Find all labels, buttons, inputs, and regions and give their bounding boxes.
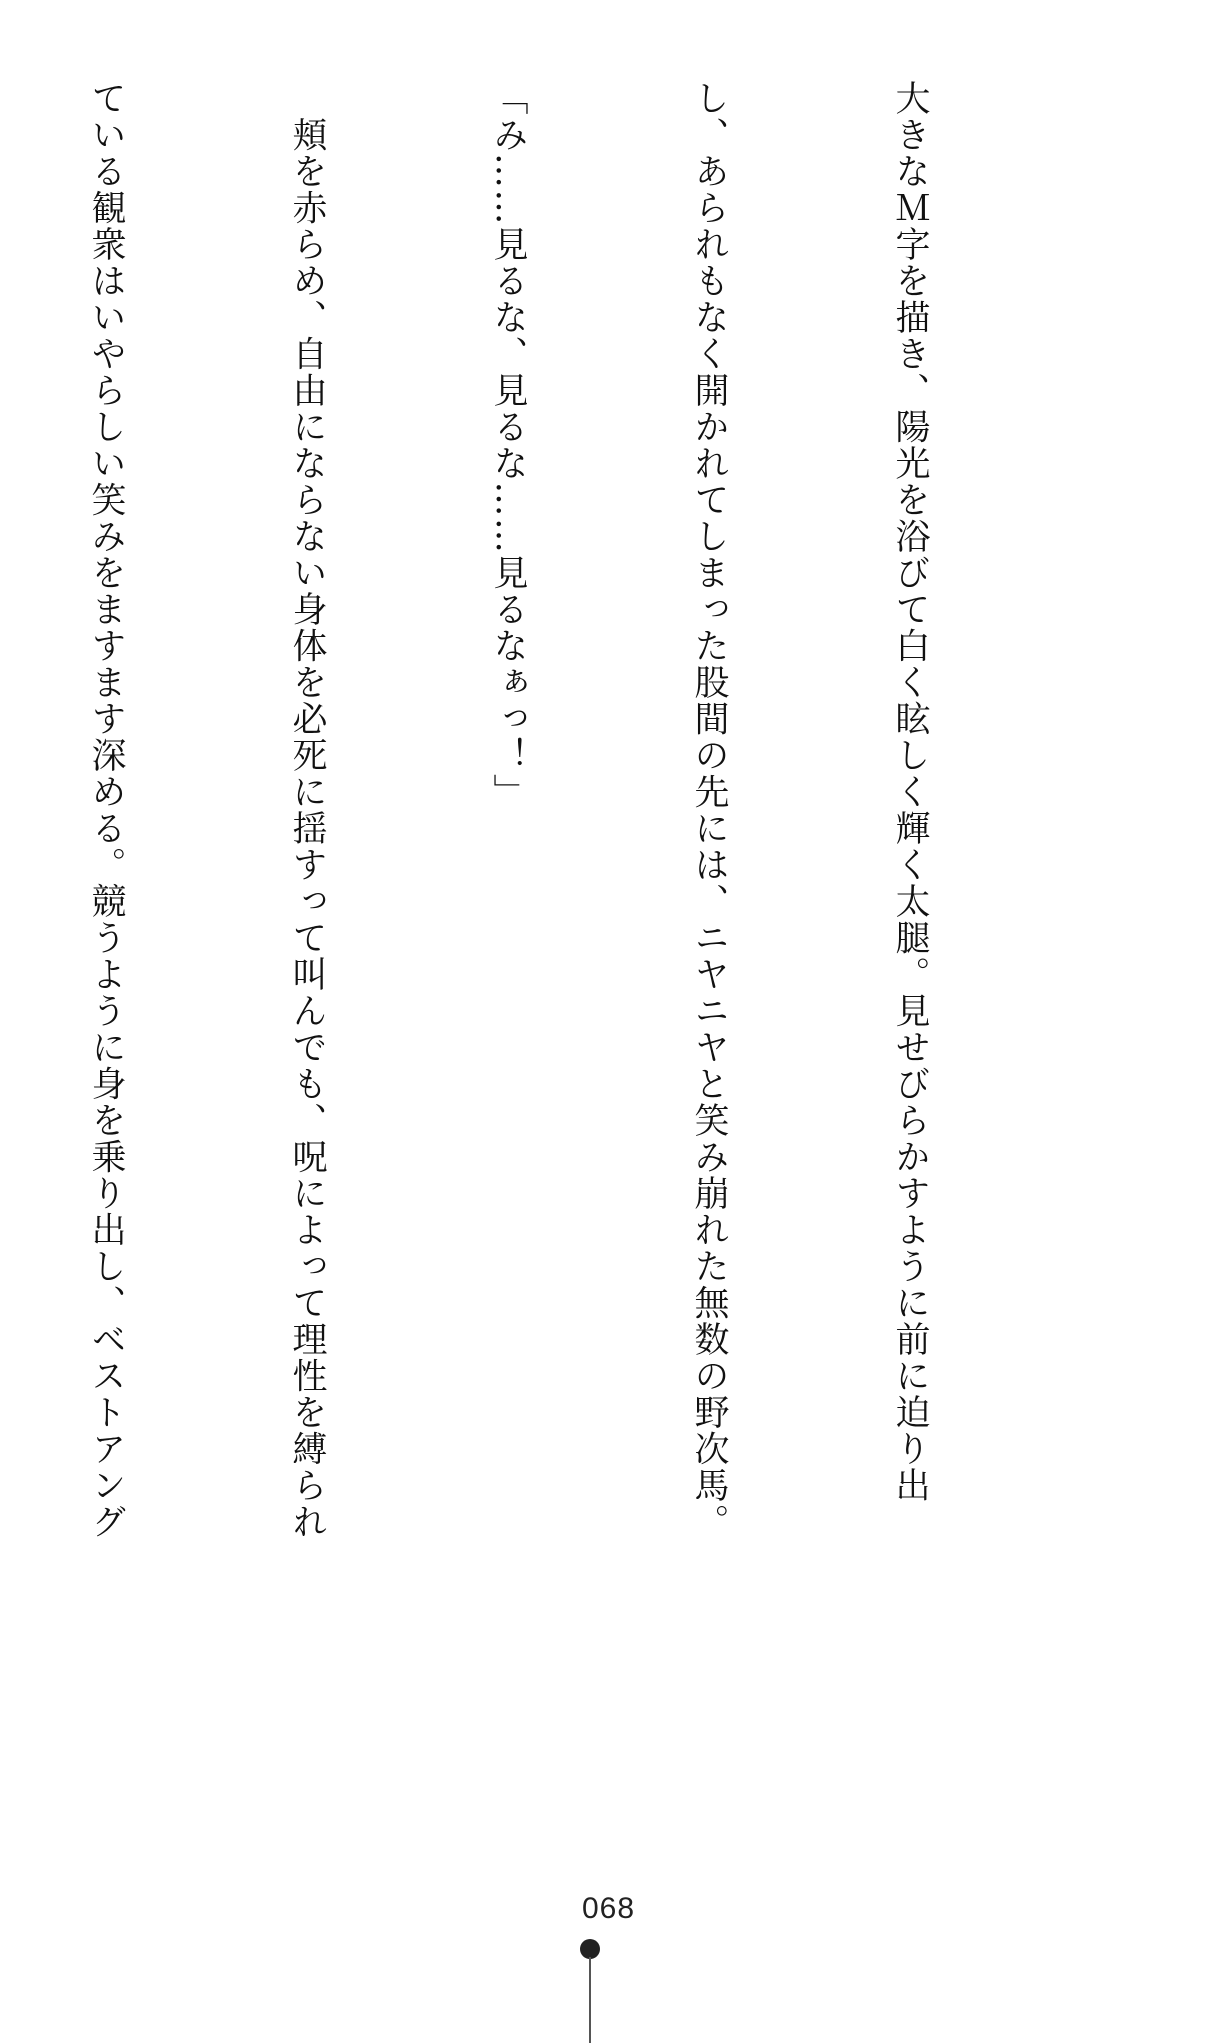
folio-dot-icon [580,1939,600,1959]
folio-rule [589,1957,591,2043]
text-line: 頬を赤らめ、自由にならない身体を必死に揺すって叫んでも、呪によって理性を縛られ [287,80,327,1540]
text-line: 大きなＭ字を描き、陽光を浴びて白く眩しく輝く太腿。見せびらかすように前に迫り出 [890,80,930,1504]
text-line: 「み……見るな、見るな……見るなぁっ！」 [488,80,528,810]
body-text [86,80,1077,1640]
page-number: 068 [581,1892,636,1925]
text-line: ている観衆はいやらしい笑みをますます深める。競うように身を乗り出し、ベストアング [86,80,126,1540]
text-line: し、あられもなく開かれてしまった股間の先には、ニヤニヤと笑み崩れた無数の野次馬。 [689,80,729,1540]
